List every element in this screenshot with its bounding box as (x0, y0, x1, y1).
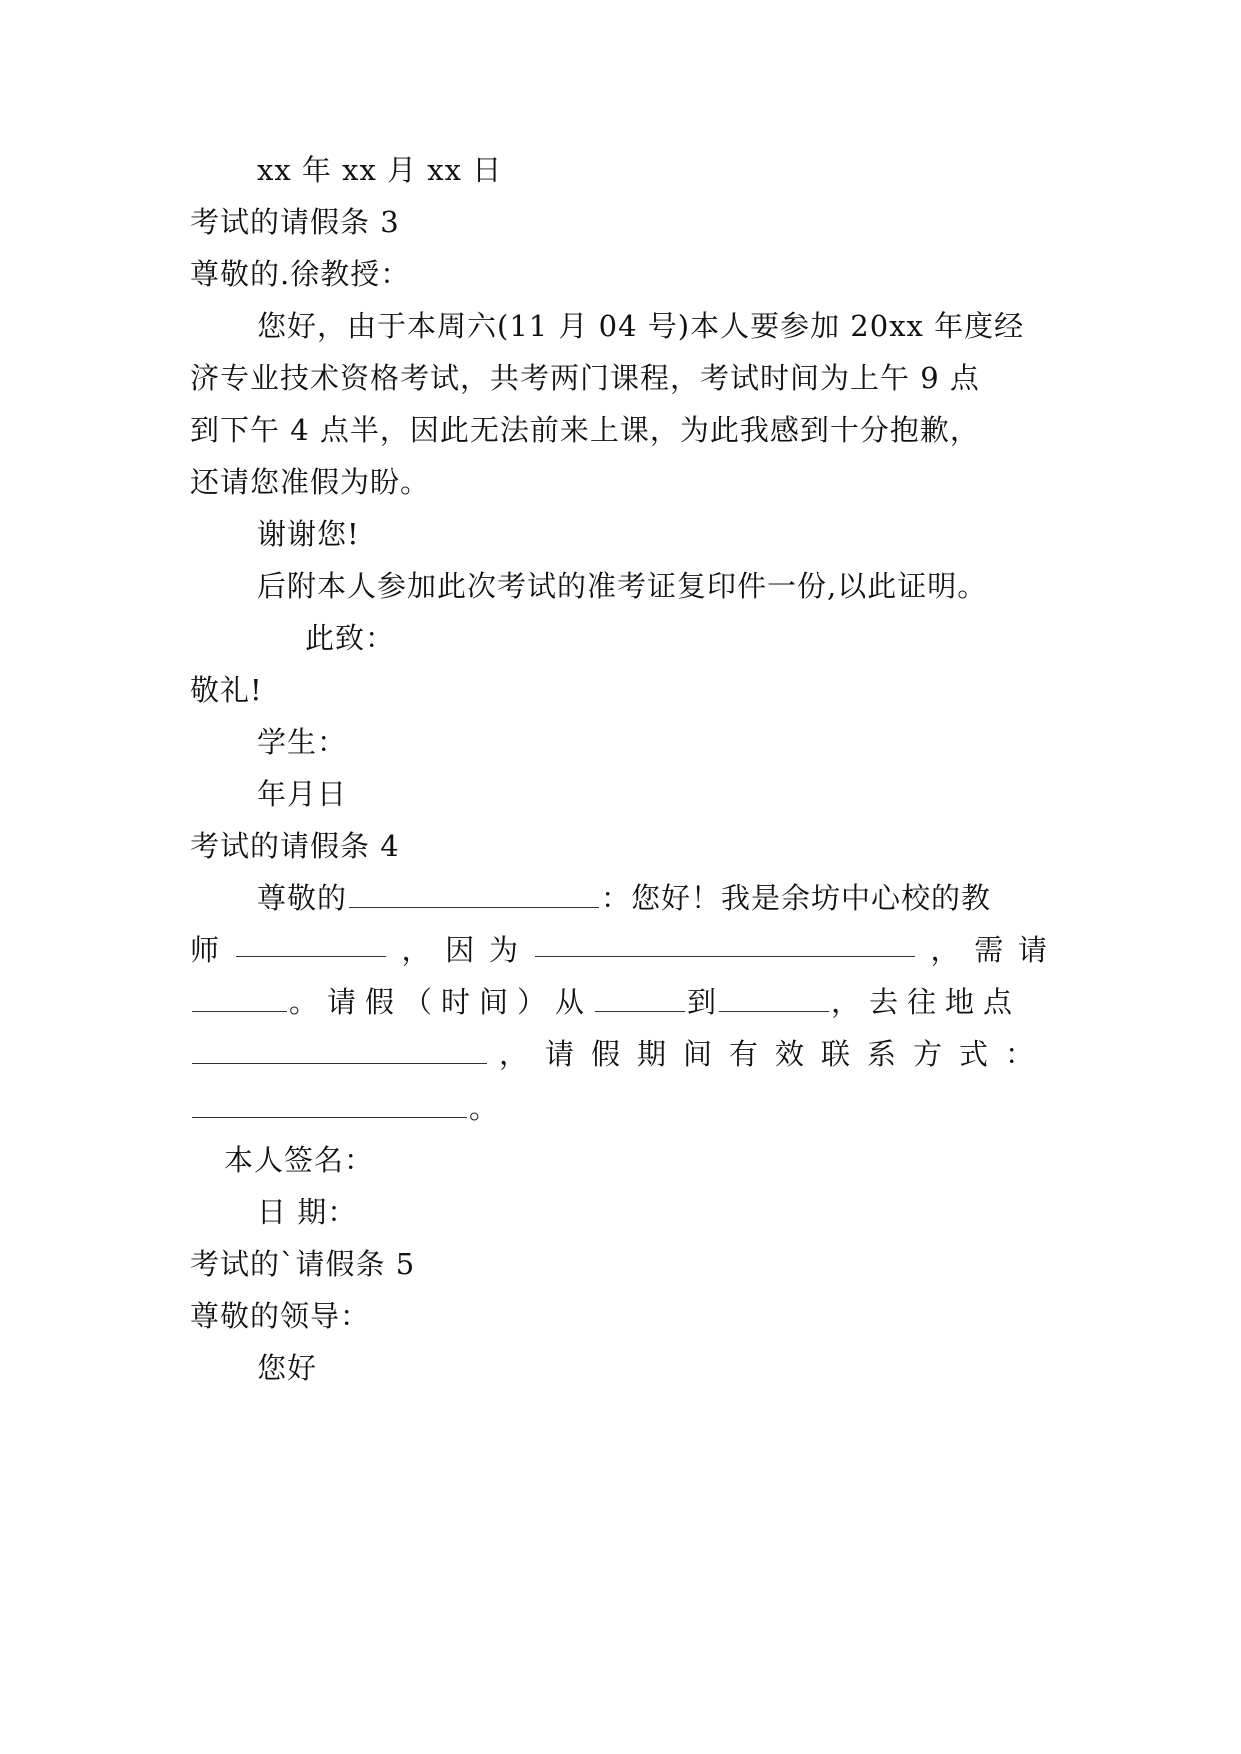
body4-line4-text: ，请假期间有效联系方式： (499, 1037, 1052, 1071)
jingli-line: 敬礼! (190, 673, 263, 707)
body4-line2-comma1: ， (401, 933, 432, 967)
body3-line4: 还请您准假为盼。 (190, 465, 431, 499)
salutation-3: 尊敬的.徐教授： (190, 257, 411, 291)
body4-line2-wei: 为 (488, 933, 519, 967)
body4-line1-suffix: ：您好！我是余坊中心校的教 (601, 881, 992, 915)
date-placeholder-line: 年月日 (257, 777, 348, 811)
blank-reason (535, 930, 915, 957)
body4-line2-yin: 因 (445, 933, 476, 967)
body4-line2-qing: 请 (1017, 933, 1048, 967)
title-5: 考试的`请假条 5 (190, 1247, 416, 1281)
blank-leave-type (192, 985, 287, 1012)
body4-line2-shi: 师 (190, 933, 221, 967)
body3-line3: 到下午 4 点半，因此无法前来上课，为此我感到十分抱歉， (190, 413, 980, 447)
body4-line5-end: 。 (469, 1091, 500, 1125)
body3-line1: 您好，由于本周六(11 月 04 号)本人要参加 20xx 年度经 (257, 309, 1025, 343)
body4-line5 (190, 1088, 1050, 1128)
body4-line2 (190, 930, 1050, 970)
cizhi-line: 此致： (305, 621, 396, 655)
blank-recipient (349, 881, 599, 908)
body4-line4 (190, 1034, 1050, 1074)
body4-line3-dao: 到 (687, 985, 718, 1019)
body4-line2-xu: 需 (974, 933, 1005, 967)
body4-line3-b: ，去往地点 (831, 985, 1022, 1019)
salutation-5: 尊敬的领导： (190, 1299, 371, 1333)
blank-time-to (719, 985, 829, 1012)
title-4: 考试的请假条 4 (190, 829, 400, 863)
date-field-line: 日 期： (257, 1195, 358, 1229)
blank-time-from (595, 985, 685, 1012)
date-line: xx 年 xx 月 xx 日 (257, 153, 503, 187)
body3-line2: 济专业技术资格考试，共考两门课程，考试时间为上午 9 点 (190, 361, 980, 395)
title-3: 考试的请假条 3 (190, 205, 400, 239)
blank-contact (192, 1091, 467, 1118)
body4-line3-a: 。请假（时间）从 (289, 985, 594, 1019)
student-line: 学生： (257, 725, 348, 759)
body4-line2-comma2: ， (930, 933, 961, 967)
blank-destination (192, 1037, 487, 1064)
attachment-line: 后附本人参加此次考试的准考证复印件一份,以此证明。 (257, 569, 988, 603)
body4-line3 (190, 982, 1050, 1022)
signature-line: 本人签名： (224, 1143, 375, 1177)
body4-line1 (257, 878, 1117, 918)
thanks-line: 谢谢您! (257, 517, 360, 551)
greeting-5: 您好 (257, 1351, 318, 1385)
body4-line1-prefix: 尊敬的 (257, 881, 348, 915)
blank-teacher-name (236, 930, 386, 957)
